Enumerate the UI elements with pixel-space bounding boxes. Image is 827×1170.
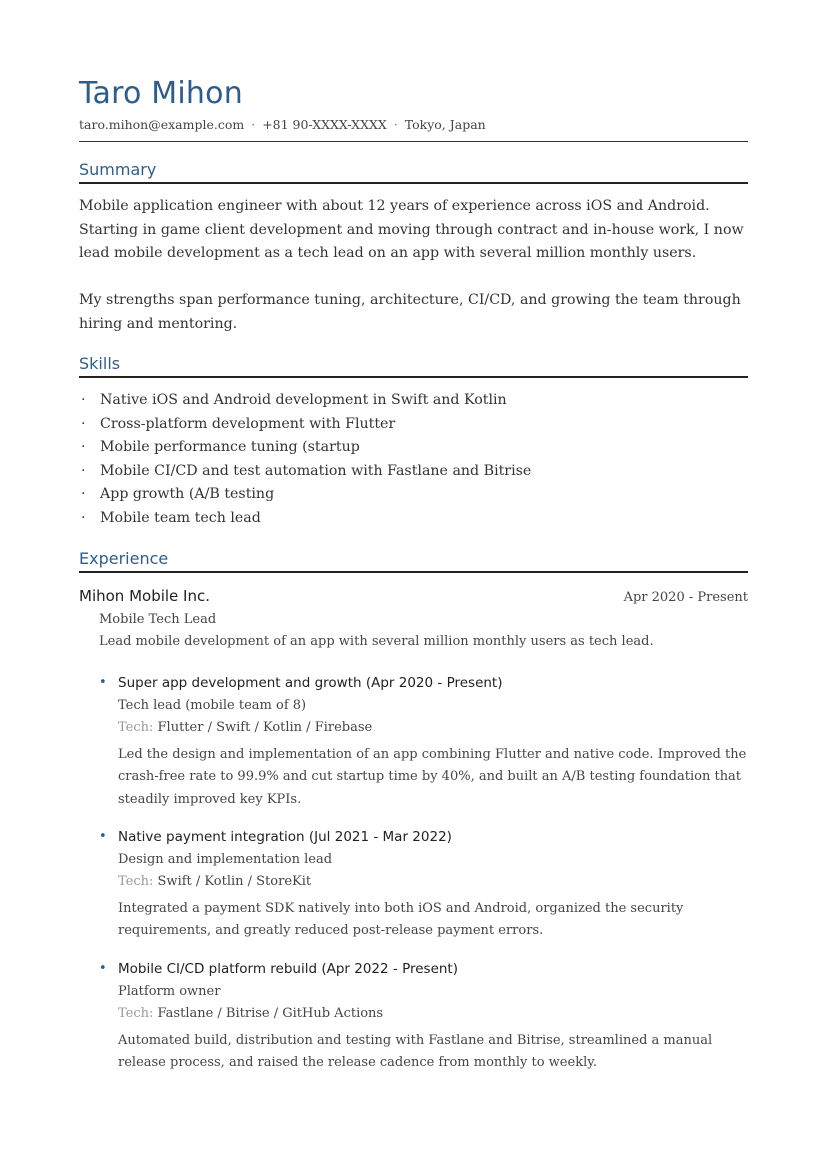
bullet-icon: • (99, 961, 107, 976)
skill-text: Mobile performance tuning (startup (100, 439, 360, 456)
bullet-icon: • (99, 675, 107, 690)
project-title: Mobile CI/CD platform rebuild (Apr 2022 - Present) (118, 961, 458, 977)
bullet-icon: · (81, 415, 86, 432)
bullet-icon: • (99, 829, 107, 844)
tech-label: Tech: (118, 874, 154, 889)
skill-item (79, 436, 748, 460)
email-text: taro.mihon@example.com (79, 117, 245, 132)
project-item (99, 673, 748, 811)
summary-paragraph: My strengths span performance tuning, architecture, CI/CD, and growing the team through hiring and mentoring. (79, 292, 741, 332)
project-tech (99, 717, 748, 739)
skills-list (79, 389, 748, 531)
project-title: Super app development and growth (Apr 2020 - Present) (118, 675, 503, 691)
project-title-row (99, 827, 748, 847)
skill-item (79, 413, 748, 437)
tech-stack: Swift / Kotlin / StoreKit (157, 874, 312, 889)
bullet-icon: · (81, 509, 86, 526)
skill-item (79, 389, 748, 413)
project-item (99, 827, 748, 943)
section-title-summary: Summary (79, 159, 748, 184)
skill-item (79, 460, 748, 484)
skill-text: Cross-platform development with Flutter (100, 415, 396, 432)
tech-label: Tech: (118, 720, 154, 735)
project-title-row (99, 673, 748, 693)
project-role: Tech lead (mobile team of 8) (118, 698, 307, 713)
bullet-icon: · (81, 486, 86, 503)
bullet-icon: · (81, 392, 86, 408)
company-period: Apr 2020 - Present (623, 590, 748, 605)
skill-text: Mobile CI/CD and test automation with Fastlane and Bitrise (100, 462, 532, 479)
contact-separator: · (393, 117, 398, 132)
header-divider (79, 141, 748, 142)
skill-text: Native iOS and Android development in Swift and Kotlin (100, 392, 507, 408)
skill-item (79, 483, 748, 507)
section-title-experience: Experience (79, 548, 748, 573)
contact-line (79, 116, 748, 134)
job-description: Lead mobile development of an app with several million monthly users as tech lead. (99, 634, 654, 649)
project-description: Integrated a payment SDK natively into both iOS and Android, organized the security requirements, and greatly reduced post-release payment errors. (118, 901, 684, 939)
phone-text: +81 90-XXXX-XXXX (262, 117, 387, 132)
location-text: Tokyo, Japan (404, 117, 486, 132)
project-role: Design and implementation lead (118, 852, 333, 867)
job-role: Mobile Tech Lead (99, 612, 217, 627)
tech-stack: Fastlane / Bitrise / GitHub Actions (157, 1006, 384, 1021)
project-role: Platform owner (118, 984, 221, 999)
skill-text: App growth (A/B testing (100, 486, 275, 503)
skill-item (79, 507, 748, 531)
summary-paragraph: Mobile application engineer with about 12 years of experience across iOS and Android. Starting in game client development and moving through contract and in-house work, I now lead mobile development as a tech lead on an app with several million monthly users. (79, 198, 744, 261)
bullet-icon: · (81, 439, 86, 456)
project-description: Led the design and implementation of an app combining Flutter and native code. Improved the crash-free rate to 99.9% and cut startup time by 40%, and built an A/B testing foundation that steadily improved key KPIs. (118, 747, 747, 807)
section-title-skills: Skills (79, 353, 748, 378)
tech-label: Tech: (118, 1006, 154, 1021)
project-tech (99, 1003, 748, 1025)
project-item (99, 959, 748, 1075)
tech-stack: Flutter / Swift / Kotlin / Firebase (157, 720, 373, 735)
contact-separator: · (251, 117, 256, 132)
bullet-icon: · (81, 462, 86, 479)
project-title-row (99, 959, 748, 979)
project-description: Automated build, distribution and testing with Fastlane and Bitrise, streamlined a manual release process, and raised the release cadence from monthly to weekly. (118, 1033, 713, 1071)
company-name: Mihon Mobile Inc. (79, 587, 210, 605)
skill-text: Mobile team tech lead (100, 509, 261, 526)
candidate-name: Taro Mihon (79, 76, 243, 111)
project-title: Native payment integration (Jul 2021 - Mar 2022) (118, 829, 452, 845)
project-tech (99, 871, 748, 893)
